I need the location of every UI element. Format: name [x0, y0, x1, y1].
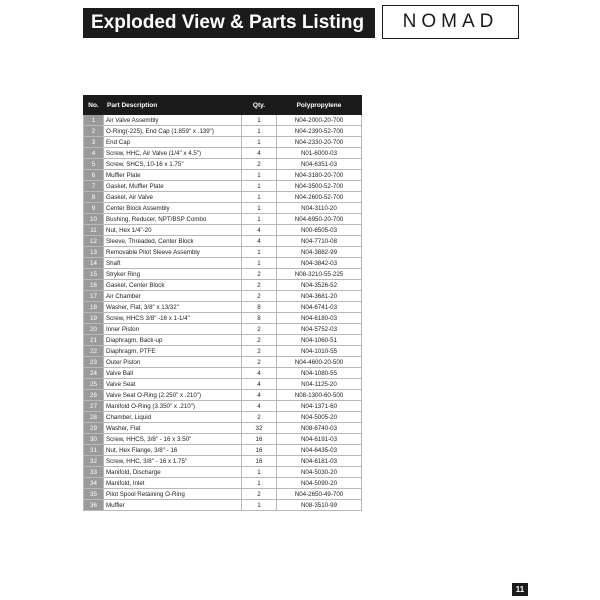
- part-quantity: 1: [242, 478, 277, 489]
- table-row: [84, 148, 362, 159]
- part-quantity: 1: [242, 137, 277, 148]
- part-quantity: 8: [242, 302, 277, 313]
- part-quantity: 4: [242, 401, 277, 412]
- part-number: 33: [84, 467, 104, 478]
- table-row: [84, 423, 362, 434]
- part-code: N04-6180-03: [277, 313, 362, 324]
- part-code: N04-6435-03: [277, 445, 362, 456]
- part-description: Air Chamber: [104, 291, 242, 302]
- part-number: 21: [84, 335, 104, 346]
- part-description: Chamber, Liquid: [104, 412, 242, 423]
- part-quantity: 2: [242, 280, 277, 291]
- part-quantity: 16: [242, 456, 277, 467]
- table-row: [84, 357, 362, 368]
- part-number: 22: [84, 346, 104, 357]
- part-description: Screw, SHCS, 10-16 x 1.75": [104, 159, 242, 170]
- table-row: [84, 368, 362, 379]
- part-description: Air Valve Assembly: [104, 115, 242, 126]
- table-row: [84, 456, 362, 467]
- table-row: [84, 401, 362, 412]
- column-header-no: No.: [84, 96, 104, 115]
- part-quantity: 16: [242, 434, 277, 445]
- table-row: [84, 489, 362, 500]
- part-quantity: 4: [242, 390, 277, 401]
- table-row: [84, 214, 362, 225]
- part-number: 4: [84, 148, 104, 159]
- part-quantity: 1: [242, 126, 277, 137]
- part-code: N04-1371-60: [277, 401, 362, 412]
- table-row: [84, 170, 362, 181]
- part-code: N04-3110-20: [277, 203, 362, 214]
- part-description: Removable Pilot Sleeve Assembly: [104, 247, 242, 258]
- part-description: Pilot Spool Retaining O-Ring: [104, 489, 242, 500]
- parts-table-body: [84, 115, 362, 511]
- part-description: Diaphragm, Back-up: [104, 335, 242, 346]
- part-number: 23: [84, 357, 104, 368]
- part-description: End Cap: [104, 137, 242, 148]
- part-quantity: 1: [242, 214, 277, 225]
- part-description: Gasket, Center Block: [104, 280, 242, 291]
- part-code: N04-4600-20-500: [277, 357, 362, 368]
- table-row: [84, 412, 362, 423]
- table-row: [84, 280, 362, 291]
- page-title: Exploded View & Parts Listing: [83, 8, 375, 38]
- part-quantity: 32: [242, 423, 277, 434]
- part-description: Gasket, Air Valve: [104, 192, 242, 203]
- part-description: Nut, Hex Flange, 3/8" - 16: [104, 445, 242, 456]
- part-description: Manifold, Inlet: [104, 478, 242, 489]
- part-description: Inner Piston: [104, 324, 242, 335]
- table-row: [84, 324, 362, 335]
- part-number: 24: [84, 368, 104, 379]
- part-number: 32: [84, 456, 104, 467]
- part-description: Muffler Plate: [104, 170, 242, 181]
- part-description: Valve Seat: [104, 379, 242, 390]
- part-number: 5: [84, 159, 104, 170]
- part-number: 12: [84, 236, 104, 247]
- table-row: [84, 335, 362, 346]
- part-number: 30: [84, 434, 104, 445]
- part-code: N04-3882-99: [277, 247, 362, 258]
- part-code: N00-6505-03: [277, 225, 362, 236]
- table-header-row: [84, 96, 362, 115]
- part-number: 14: [84, 258, 104, 269]
- table-row: [84, 500, 362, 511]
- parts-table: [83, 95, 362, 511]
- table-row: [84, 137, 362, 148]
- part-code: N04-2000-20-700: [277, 115, 362, 126]
- table-row: [84, 236, 362, 247]
- part-quantity: 2: [242, 357, 277, 368]
- table-row: [84, 434, 362, 445]
- page-number: 11: [512, 583, 528, 596]
- table-row: [84, 379, 362, 390]
- table-row: [84, 159, 362, 170]
- part-number: 15: [84, 269, 104, 280]
- part-description: Manifold, Discharge: [104, 467, 242, 478]
- part-code: N04-5030-20: [277, 467, 362, 478]
- part-quantity: 1: [242, 170, 277, 181]
- part-number: 1: [84, 115, 104, 126]
- part-description: Nut, Hex 1/4"-20: [104, 225, 242, 236]
- part-number: 2: [84, 126, 104, 137]
- part-quantity: 1: [242, 247, 277, 258]
- table-row: [84, 313, 362, 324]
- part-number: 28: [84, 412, 104, 423]
- part-number: 27: [84, 401, 104, 412]
- part-code: N04-5005-20: [277, 412, 362, 423]
- part-code: N04-2600-52-700: [277, 192, 362, 203]
- part-code: N04-5090-20: [277, 478, 362, 489]
- part-number: 19: [84, 313, 104, 324]
- part-description: Muffler: [104, 500, 242, 511]
- part-number: 29: [84, 423, 104, 434]
- part-code: N04-1125-20: [277, 379, 362, 390]
- part-description: Valve Ball: [104, 368, 242, 379]
- table-row: [84, 478, 362, 489]
- part-code: N04-3180-20-700: [277, 170, 362, 181]
- part-description: Washer, Flat, 3/8" x 13/32": [104, 302, 242, 313]
- part-code: N04-6950-20-700: [277, 214, 362, 225]
- part-quantity: 2: [242, 159, 277, 170]
- part-number: 3: [84, 137, 104, 148]
- part-quantity: 1: [242, 258, 277, 269]
- table-row: [84, 390, 362, 401]
- part-quantity: 16: [242, 445, 277, 456]
- part-code: N08-6740-03: [277, 423, 362, 434]
- column-header-description: Part Description: [104, 96, 242, 115]
- part-code: N04-3526-52: [277, 280, 362, 291]
- part-description: Sleeve, Threaded, Center Block: [104, 236, 242, 247]
- part-description: Screw, HHCS 3/8" -16 x 1-1/4": [104, 313, 242, 324]
- part-number: 26: [84, 390, 104, 401]
- part-number: 36: [84, 500, 104, 511]
- part-quantity: 8: [242, 313, 277, 324]
- table-row: [84, 126, 362, 137]
- part-number: 20: [84, 324, 104, 335]
- part-description: Screw, HHC, Air Valve (1/4" x 4.5"): [104, 148, 242, 159]
- table-row: [84, 115, 362, 126]
- part-quantity: 2: [242, 489, 277, 500]
- part-quantity: 2: [242, 412, 277, 423]
- part-number: 6: [84, 170, 104, 181]
- part-quantity: 4: [242, 225, 277, 236]
- part-number: 8: [84, 192, 104, 203]
- part-quantity: 1: [242, 467, 277, 478]
- part-code: N08-3210-55-225: [277, 269, 362, 280]
- part-number: 31: [84, 445, 104, 456]
- part-code: N04-3842-03: [277, 258, 362, 269]
- part-description: Gasket, Muffler Plate: [104, 181, 242, 192]
- part-code: N08-3510-99: [277, 500, 362, 511]
- part-number: 18: [84, 302, 104, 313]
- part-quantity: 2: [242, 269, 277, 280]
- table-row: [84, 346, 362, 357]
- brand-logo: NOMAD: [382, 5, 519, 39]
- part-code: N04-3500-52-700: [277, 181, 362, 192]
- part-quantity: 4: [242, 379, 277, 390]
- table-row: [84, 203, 362, 214]
- table-row: [84, 247, 362, 258]
- part-code: N01-6000-03: [277, 148, 362, 159]
- part-quantity: 1: [242, 203, 277, 214]
- table-row: [84, 181, 362, 192]
- part-description: Shaft: [104, 258, 242, 269]
- part-code: N04-7710-08: [277, 236, 362, 247]
- part-description: Screw, HHC, 3/8" - 16 x 1.75": [104, 456, 242, 467]
- part-quantity: 2: [242, 291, 277, 302]
- part-number: 16: [84, 280, 104, 291]
- part-quantity: 4: [242, 148, 277, 159]
- part-number: 25: [84, 379, 104, 390]
- part-quantity: 1: [242, 500, 277, 511]
- part-quantity: 1: [242, 181, 277, 192]
- part-quantity: 2: [242, 346, 277, 357]
- column-header-qty: Qty.: [242, 96, 277, 115]
- part-description: O-Ring(-225), End Cap (1.859" x .139"): [104, 126, 242, 137]
- part-description: Bushing, Reducer, NPT/BSP Combo: [104, 214, 242, 225]
- part-description: Center Block Assembly: [104, 203, 242, 214]
- part-quantity: 2: [242, 335, 277, 346]
- part-number: 13: [84, 247, 104, 258]
- part-code: N04-6351-03: [277, 159, 362, 170]
- part-description: Stryker Ring: [104, 269, 242, 280]
- part-quantity: 1: [242, 115, 277, 126]
- part-quantity: 4: [242, 236, 277, 247]
- part-quantity: 1: [242, 192, 277, 203]
- part-description: Manifold O-Ring (3.350" x .210"): [104, 401, 242, 412]
- part-code: N04-2330-20-700: [277, 137, 362, 148]
- table-row: [84, 258, 362, 269]
- part-code: N04-6181-03: [277, 456, 362, 467]
- part-number: 34: [84, 478, 104, 489]
- part-number: 10: [84, 214, 104, 225]
- table-row: [84, 467, 362, 478]
- part-code: N04-1060-51: [277, 335, 362, 346]
- part-code: N08-1300-60-500: [277, 390, 362, 401]
- part-description: Valve Seat O-Ring (2.250" x .210"): [104, 390, 242, 401]
- part-quantity: 2: [242, 324, 277, 335]
- table-row: [84, 225, 362, 236]
- part-description: Diaphragm, PTFE: [104, 346, 242, 357]
- part-code: N04-1080-55: [277, 368, 362, 379]
- table-row: [84, 291, 362, 302]
- table-row: [84, 445, 362, 456]
- part-code: N04-6741-03: [277, 302, 362, 313]
- table-row: [84, 302, 362, 313]
- part-code: N04-3681-20: [277, 291, 362, 302]
- part-description: Washer, Flat: [104, 423, 242, 434]
- part-code: N04-5752-03: [277, 324, 362, 335]
- part-number: 7: [84, 181, 104, 192]
- column-header-polypropylene: Polypropylene: [277, 96, 362, 115]
- part-number: 35: [84, 489, 104, 500]
- table-row: [84, 269, 362, 280]
- part-quantity: 4: [242, 368, 277, 379]
- part-description: Screw, HHCS, 3/8" - 16 x 3.50": [104, 434, 242, 445]
- part-number: 11: [84, 225, 104, 236]
- part-code: N04-2390-52-700: [277, 126, 362, 137]
- part-code: N04-1010-55: [277, 346, 362, 357]
- part-number: 17: [84, 291, 104, 302]
- table-row: [84, 192, 362, 203]
- part-code: N04-2650-49-700: [277, 489, 362, 500]
- part-code: N04-6191-03: [277, 434, 362, 445]
- part-description: Outer Piston: [104, 357, 242, 368]
- part-number: 9: [84, 203, 104, 214]
